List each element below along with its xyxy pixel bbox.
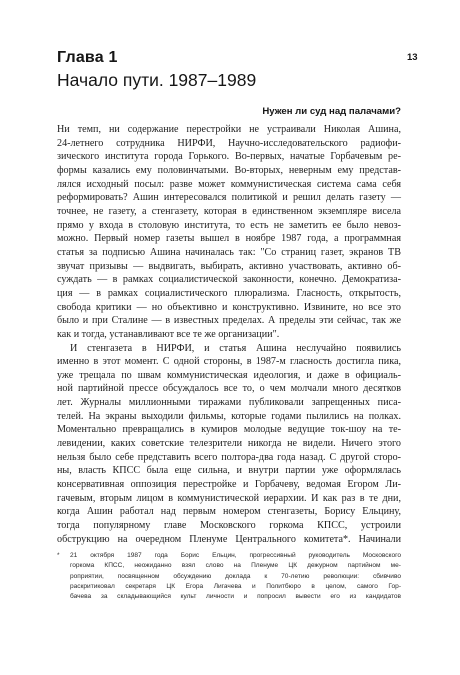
body-line: гачевым, вторым лицом в коммунистической иерархии. И как раз в те дни, bbox=[57, 492, 401, 504]
body-line: суждать — в рамках социалистической законности, конечно. Демократиза- bbox=[57, 274, 401, 286]
footnote-line: бачева за складывающийся культ личности и попросил вывести его из кандидатов bbox=[70, 593, 401, 601]
body-line: ной партийной прессе обсуждалось все то, о чем молчали много десятков bbox=[57, 383, 401, 395]
body-line: лет. Журналы миллионными тиражами публиковали запрещенных писа- bbox=[57, 397, 401, 409]
body-line: статья за подписью Ашина начиналась так: "Со страниц газет, экранов ТВ bbox=[57, 246, 401, 258]
body-line: И стенгазета в НИРФИ, и статья Ашина неслучайно появились bbox=[70, 342, 401, 354]
section-heading: Нужен ли суд над палачами? bbox=[262, 106, 401, 117]
body-text bbox=[57, 123, 401, 546]
body-line: как и тогда, устанавливают все те же организации". bbox=[57, 328, 280, 340]
footnote-line: роприятии, посвященном обсуждению доклада к 70-летию революции: сбивчиво bbox=[70, 572, 401, 580]
body-line: звучат призывы — выдвигать, выбирать, активно участвовать, активно об- bbox=[57, 260, 401, 272]
body-line: реформировать? Ашин интересовался политикой и решил делать газету — bbox=[57, 192, 401, 204]
body-line: формы казались ему половинчатыми. Во-вторых, неверным ему представ- bbox=[57, 164, 401, 176]
body-line: прямо у входа в столовую института, то есть не заметить ее было невоз- bbox=[57, 219, 401, 231]
body-line: ция — в рамках социалистического плюрализма. Гласность, открытость, bbox=[57, 287, 401, 299]
body-line: 24-летнего сотрудника НИРФИ, Научно-исследовательского радиофи- bbox=[57, 137, 401, 149]
body-line: когда Ашин работал над первым номером стенгазеты, Борису Ельцину, bbox=[57, 506, 401, 518]
body-line: Моментально превращались в кумиров молодые ведущие ток-шоу на те- bbox=[57, 424, 401, 436]
footnote-line: горкома КПСС, неожиданно взял слово на Пленуме ЦК дежурном партийном ме- bbox=[70, 562, 401, 570]
body-line: свобода критики — но объективно и конструктивно. Извините, но все это bbox=[57, 301, 401, 313]
footnote-text bbox=[70, 551, 401, 602]
body-line: зического института города Горького. Во-первых, начатые Горбачевым ре- bbox=[57, 151, 401, 163]
body-line: левидении, каких советские телезрители никогда не видели. Ничего этого bbox=[57, 438, 401, 450]
body-line: консервативная оппозиция перестройке и Горбачеву, ведомая Егором Ли- bbox=[57, 479, 401, 491]
chapter-label: Глава 1 bbox=[57, 49, 118, 66]
body-line: лялся исходный посыл: разве может коммунистическая система сама себя bbox=[57, 178, 401, 190]
body-line: ны, власть КПСС была еще сильна, и внутри партии уже оформлялась bbox=[57, 465, 401, 477]
footnote-line: 21 октября 1987 года Борис Ельцин, прогрессивный руководитель Московского bbox=[70, 552, 401, 559]
footnote-line: раскритиковал секретаря ЦК Егора Лигачева и Политбюро в целом, самого Гор- bbox=[70, 582, 401, 590]
body-line: обструкцию на очередном Пленуме Центрального комитета*. Начинали bbox=[57, 533, 401, 545]
body-line: Ни темп, ни содержание перестройки не устраивали Николая Ашина, bbox=[57, 124, 401, 135]
body-line: телей. На экраны выходили фильмы, которые годами пылились на полках. bbox=[57, 410, 401, 422]
body-line: точнее, не газету, а стенгазету, которая в единственном экземпляре висела bbox=[57, 205, 401, 217]
body-line: тогда популярному главе Московского горкома КПСС, устроили bbox=[57, 520, 401, 532]
footnote-marker: * bbox=[57, 552, 60, 559]
page-number: 13 bbox=[407, 52, 418, 63]
body-line: было и при Сталине — в известных пределах. А пределы эти сейчас, так же bbox=[57, 315, 401, 327]
body-line: уже трещала по швам коммунистическая идеология, и даже в официаль- bbox=[57, 369, 401, 381]
body-line: именно в этот момент. С одной стороны, в 1987-м гласность достигла пика, bbox=[57, 356, 401, 368]
chapter-title: Начало пути. 1987–1989 bbox=[57, 70, 257, 90]
body-line: нельзя было себе представить всего полтора-два года назад. С другой сторо- bbox=[57, 451, 401, 463]
footnote bbox=[57, 551, 401, 602]
body-line: можно. Первый номер газеты вышел в ноябре 1987 года, а программная bbox=[57, 233, 401, 245]
